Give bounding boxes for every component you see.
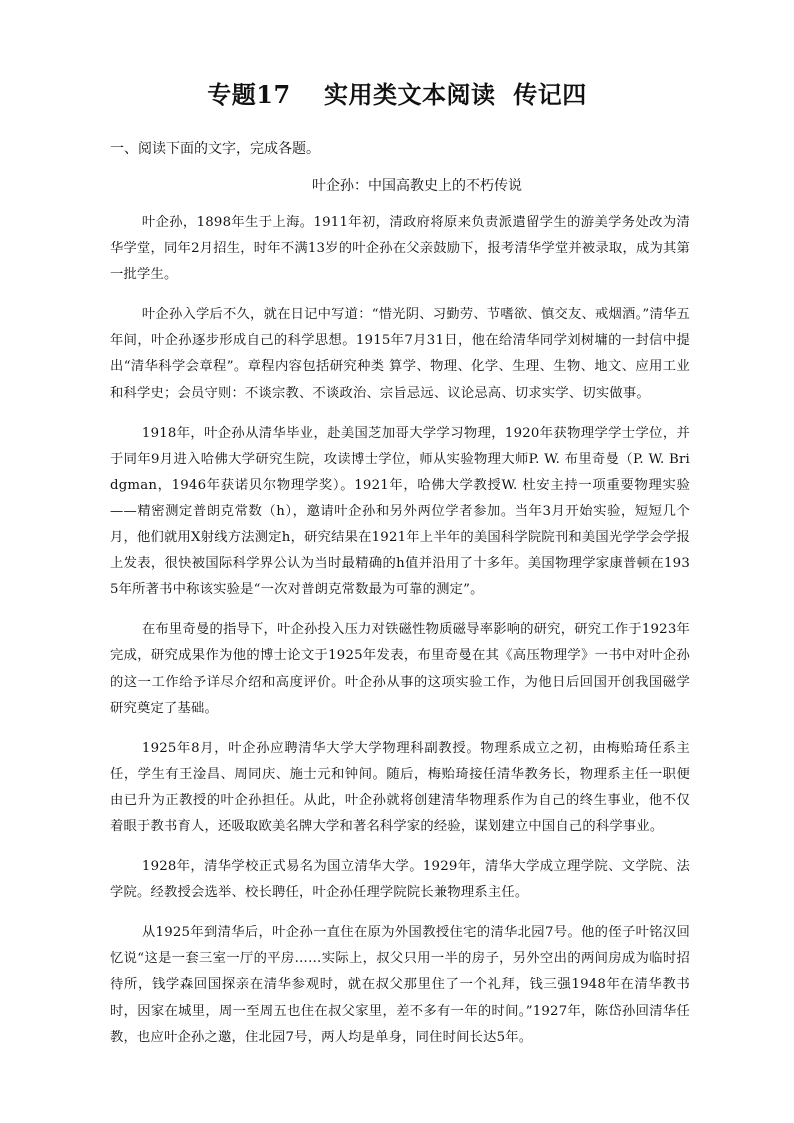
document-title: 专题17 实用类文本阅读 传记四: [207, 80, 587, 109]
paragraph-7: 从1925年到清华后，叶企孙一直住在原为外国教授住宅的清华北园7号。他的侄子叶铭汉回忆说“这是一套三室一厅的平房……实际上，叔父只用一半的房子，另外空出的两间房成为临时招待所，钱学森回国探亲在清华参观时，就在叔父那里住了一个礼拜，钱三强1948年在清华教书时，因家在城里，周一至周五也住在叔父家里，差不多有一年的时间。”1927年，陈岱孙回清华任教，也应叶企孙之邀，住北园7号，两人均是单身，同住时间长达5年。: [110, 925, 690, 1045]
paragraph-1: 叶企孙，1898年生于上海。1911年初，清政府将原来负责派遣留学生的游美学务处改为清华学堂，同年2月招生，时年不满13岁的叶企孙在父亲鼓励下，报考清华学堂并被录取，成为其第一批学生。: [110, 215, 690, 283]
article-body: [110, 210, 690, 1065]
article-title: 叶企孙：中国高教史上的不朽传说: [312, 178, 522, 194]
paragraph-2: 叶企孙入学后不久，就在日记中写道：“惜光阴、习勤劳、节嗜欲、慎交友、戒烟酒。”清华五年间，叶企孙逐步形成自己的科学思想。1915年7月31日，他在给清华同学刘树墉的一封信中提出“清华科学会章程”。章程内容包括研究种类 算学、物理、化学、生理、生物、地文、应用工业和科学史；会员守则：不谈宗教、不谈政治、宗旨忌远、议论忌高、切求实学、切实做事。: [110, 307, 690, 401]
reading-instruction: 一、阅读下面的文字，完成各题。: [110, 141, 320, 157]
paragraph-6: 1928年，清华学校正式易名为国立清华大学。1929年，清华大学成立理学院、文学院、法学院。经教授会选举、校长聘任，叶企孙任理学院院长兼物理系主任。: [110, 859, 690, 901]
paragraph-5: 1925年8月，叶企孙应聘清华大学大学物理科副教授。物理系成立之初，由梅贻琦任系主任，学生有王淦昌、周同庆、施士元和钟间。随后，梅贻琦接任清华教务长，物理系主任一职便由已升为正教授的叶企孙担任。从此，叶企孙就将创建清华物理系作为自己的终生事业，他不仅着眼于教书育人，还吸取欧美名牌大学和著名科学家的经验，谋划建立中国自己的科学事业。: [110, 740, 690, 834]
paragraph-3: 1918年，叶企孙从清华毕业，赴美国芝加哥大学学习物理，1920年获物理学学士学位，并于同年9月进入哈佛大学研究生院，攻读博士学位，师从实验物理大师P. W. 布里奇曼（P. W. Bridgman，1946年获诺贝尔物理学奖）。1921年，哈佛大学教授W. 杜安主持一项重要物理实验——精密测定普朗克常数（h），邀请叶企孙和另外两位学者参加。当年3月开始实验，短短几个月，他们就用X射线方法测定h，研究结果在1921年上半年的美国科学院院刊和美国光学学会学报上发表，很快被国际科学界公认为当时最精确的h值并沿用了十多年。美国物理学家康普顿在1935年所著书中称该实验是“一次对普朗克常数最为可靠的测定”。: [110, 425, 690, 598]
paragraph-4: 在布里奇曼的指导下，叶企孙投入压力对铁磁性物质磁导率影响的研究，研究工作于1923年完成，研究成果作为他的博士论文于1925年发表，布里奇曼在其《高压物理学》一书中对叶企孙的这一工作给予详尽介绍和高度评价。叶企孙从事的这项实验工作，为他日后回国开创我国磁学研究奠定了基础。: [110, 622, 690, 716]
